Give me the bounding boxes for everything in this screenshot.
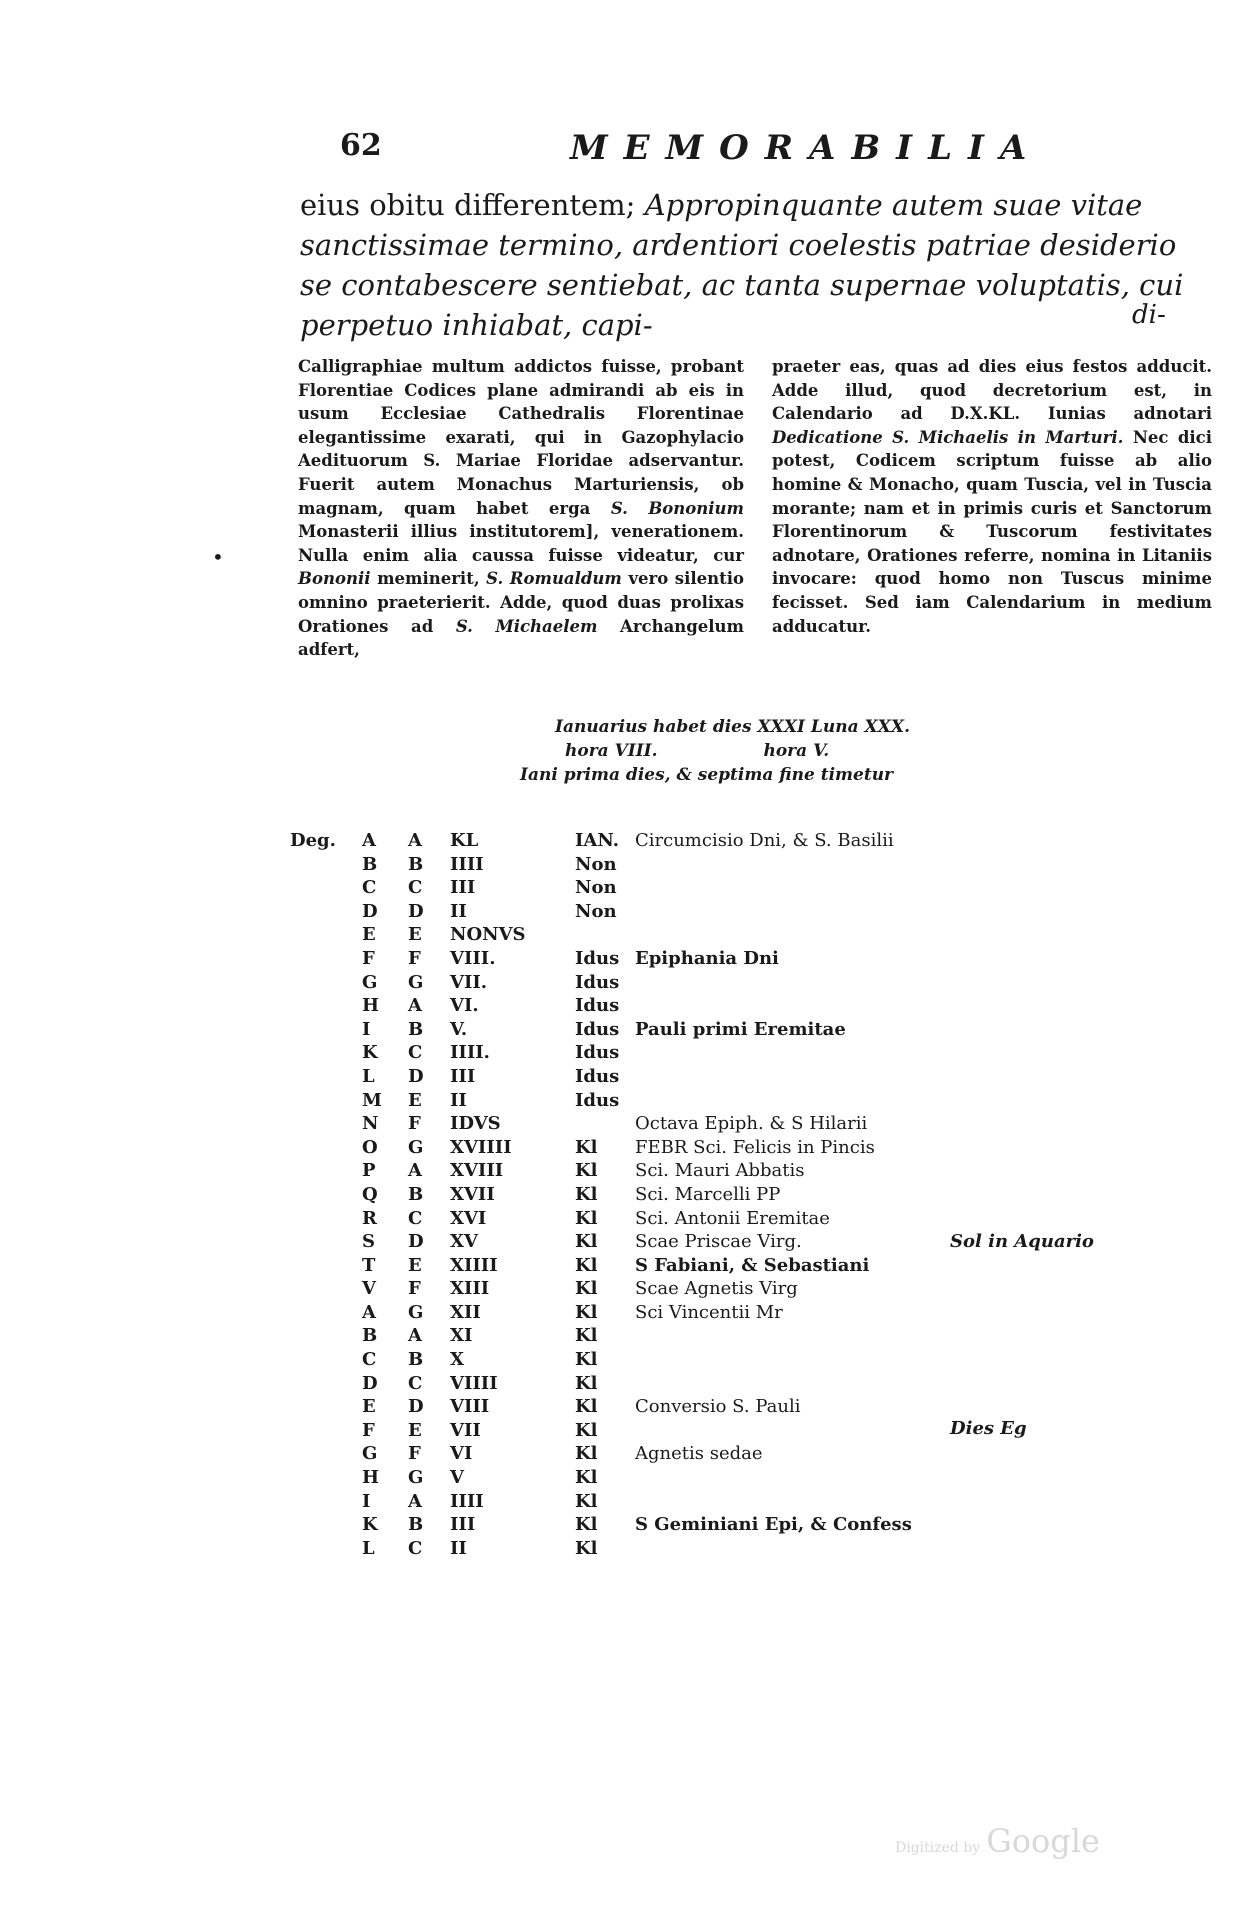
calendar-heading-line2 xyxy=(520,739,1000,763)
watermark-small: Digitized by xyxy=(895,1840,981,1856)
side-note: Dies Eg xyxy=(950,1418,1027,1439)
roman-numeral: X xyxy=(450,1349,464,1371)
footnote-right-column xyxy=(772,355,1212,638)
dominical-letter: I xyxy=(362,1490,371,1512)
date-abbr: Idus xyxy=(575,995,620,1017)
calendar-row xyxy=(290,1467,1190,1491)
dominical-letter: F xyxy=(362,1419,375,1441)
calendar-row xyxy=(290,1066,1190,1090)
calendar-heading xyxy=(520,715,1000,787)
date-abbr: Idus xyxy=(575,1018,620,1040)
note-italic: Dedicatione S. Michaelis in Marturi. xyxy=(772,427,1124,447)
date-abbr: Kl xyxy=(575,1537,598,1559)
roman-numeral: IIII. xyxy=(450,1042,490,1064)
calendar-heading-hora-b: hora V. xyxy=(763,741,830,761)
roman-numeral: III xyxy=(450,877,476,899)
date-abbr: Kl xyxy=(575,1490,598,1512)
roman-numeral: VI. xyxy=(450,995,479,1017)
watermark xyxy=(895,1822,1100,1860)
calendar-row xyxy=(290,995,1190,1019)
feast-name: Sci. Marcelli PP xyxy=(635,1183,781,1205)
date-abbr: Kl xyxy=(575,1443,598,1465)
golden-letter: D xyxy=(408,1065,424,1087)
dominical-letter: S xyxy=(362,1231,375,1253)
golden-letter: F xyxy=(408,1443,421,1465)
date-abbr: Kl xyxy=(575,1349,598,1371)
calendar-row xyxy=(290,1420,1190,1444)
calendar-row xyxy=(290,1255,1190,1279)
roman-numeral: VII xyxy=(450,1419,481,1441)
roman-numeral: NONVS xyxy=(450,924,526,946)
roman-numeral: IDVS xyxy=(450,1113,501,1135)
main-paragraph xyxy=(300,185,1200,345)
running-head: MEMORABILIA xyxy=(570,128,1043,168)
feast-name: Conversio S. Pauli xyxy=(635,1396,801,1418)
calendar-row xyxy=(290,1491,1190,1515)
date-abbr: Idus xyxy=(575,947,620,969)
calendar-row xyxy=(290,1208,1190,1232)
golden-letter: E xyxy=(408,924,422,946)
dominical-letter: G xyxy=(362,971,378,993)
date-abbr: Kl xyxy=(575,1278,598,1300)
roman-numeral: V. xyxy=(450,1018,468,1040)
date-abbr: Idus xyxy=(575,1089,620,1111)
calendar-row xyxy=(290,1137,1190,1161)
calendar-row xyxy=(290,877,1190,901)
golden-letter: A xyxy=(408,830,422,851)
note-text: Monasterii illius institutorem], venerationem. Nulla enim alia caussa fuisse videatur, cur xyxy=(298,522,744,565)
date-abbr: Kl xyxy=(575,1207,598,1229)
calendar-heading-line1: Ianuarius habet dies XXXI Luna XXX. xyxy=(555,717,910,737)
calendar-row xyxy=(290,1019,1190,1043)
date-abbr: Idus xyxy=(575,1042,620,1064)
dominical-letter: M xyxy=(362,1089,382,1111)
roman-numeral: II xyxy=(450,1537,467,1559)
feast-name: Sci. Mauri Abbatis xyxy=(635,1160,805,1182)
note-text: Archangelum adfert, xyxy=(298,616,745,660)
roman-numeral: IIII xyxy=(450,853,484,875)
golden-letter: G xyxy=(408,971,424,993)
roman-numeral: VIII. xyxy=(450,947,496,969)
golden-letter: B xyxy=(408,1018,424,1040)
roman-numeral: XI xyxy=(450,1325,473,1347)
dominical-letter: H xyxy=(362,995,380,1017)
dominical-letter: A xyxy=(362,830,376,851)
feast-name: Agnetis sedae xyxy=(635,1443,763,1465)
note-italic: S. Michaelem xyxy=(455,616,598,636)
note-italic: S. Romualdum xyxy=(486,569,622,589)
date-abbr: Kl xyxy=(575,1183,598,1205)
golden-letter: B xyxy=(408,1514,424,1536)
golden-letter: D xyxy=(408,900,424,922)
calendar-row xyxy=(290,1090,1190,1114)
deg-label: Deg. xyxy=(290,830,336,851)
dominical-letter: K xyxy=(362,1042,378,1064)
golden-letter: B xyxy=(408,1183,424,1205)
dominical-letter: D xyxy=(362,900,378,922)
calendar-row xyxy=(290,1396,1190,1420)
calendar-row xyxy=(290,948,1190,972)
golden-letter: F xyxy=(408,947,421,969)
golden-letter: F xyxy=(408,1113,421,1135)
feast-name: S Fabiani, & Sebastiani xyxy=(635,1254,870,1276)
calendar-row xyxy=(290,1042,1190,1066)
calendar-row xyxy=(290,901,1190,925)
calendar-row xyxy=(290,1231,1190,1255)
roman-numeral: II xyxy=(450,1089,467,1111)
feast-name: Circumcisio Dni, & S. Basilii xyxy=(635,830,894,851)
date-abbr: Kl xyxy=(575,1254,598,1276)
extra-note: Sol in Aquario xyxy=(950,1231,1094,1253)
date-abbr: Kl xyxy=(575,1396,598,1418)
golden-letter: E xyxy=(408,1254,422,1276)
date-abbr: Idus xyxy=(575,1065,620,1087)
dominical-letter: O xyxy=(362,1136,378,1158)
calendar-table xyxy=(290,830,1190,1561)
date-abbr: Kl xyxy=(575,1419,598,1441)
golden-letter: B xyxy=(408,1349,424,1371)
calendar-row xyxy=(290,1514,1190,1538)
calendar-row xyxy=(290,1184,1190,1208)
calendar-row xyxy=(290,1373,1190,1397)
dominical-letter: D xyxy=(362,1372,378,1394)
date-abbr: Kl xyxy=(575,1467,598,1489)
calendar-row xyxy=(290,972,1190,996)
dominical-letter: A xyxy=(362,1301,376,1323)
note-text: Calligraphiae multum addictos fuisse, probant Florentiae Codices plane admirandi ab eis in usum Ecclesiae Cathedralis Florentinae elegantissime exarati, qui in Gazophylacio Aedituorum S. Mariae Floridae adservantur. Fuerit autem Monachus Marturiensis, ob magnam, quam habet erga xyxy=(298,357,744,518)
calendar-row xyxy=(290,1349,1190,1373)
date-abbr: Kl xyxy=(575,1301,598,1323)
dominical-letter: L xyxy=(362,1537,375,1559)
dominical-letter: P xyxy=(362,1160,376,1182)
date-abbr: Non xyxy=(575,877,617,899)
golden-letter: B xyxy=(408,853,424,875)
golden-letter: A xyxy=(408,1325,422,1347)
roman-numeral: XV xyxy=(450,1231,478,1253)
date-abbr: Kl xyxy=(575,1514,598,1536)
golden-letter: E xyxy=(408,1089,422,1111)
dominical-letter: K xyxy=(362,1514,378,1536)
golden-letter: D xyxy=(408,1396,424,1418)
roman-numeral: XIIII xyxy=(450,1254,498,1276)
dominical-letter: E xyxy=(362,924,376,946)
golden-letter: C xyxy=(408,1207,423,1229)
roman-numeral: XVII xyxy=(450,1183,495,1205)
dominical-letter: C xyxy=(362,1349,377,1371)
catchword: di- xyxy=(1132,300,1166,330)
dominical-letter: H xyxy=(362,1467,380,1489)
roman-numeral: XVIII xyxy=(450,1160,504,1182)
date-abbr: Kl xyxy=(575,1160,598,1182)
calendar-row xyxy=(290,1302,1190,1326)
dominical-letter: N xyxy=(362,1113,379,1135)
date-abbr: Non xyxy=(575,900,617,922)
dominical-letter: Q xyxy=(362,1183,378,1205)
roman-numeral: V xyxy=(450,1467,464,1489)
date-abbr: Non xyxy=(575,853,617,875)
calendar-row xyxy=(290,1325,1190,1349)
note-text: meminerit, xyxy=(377,569,480,589)
note-text: vero silentio omnino praeterierit. Adde, quod duas prolixas Orationes ad xyxy=(298,569,745,636)
note-italic: Bononii xyxy=(298,569,371,589)
golden-letter: G xyxy=(408,1301,424,1323)
feast-name: Sci. Antonii Eremitae xyxy=(635,1207,830,1229)
golden-letter: F xyxy=(408,1278,421,1300)
date-abbr: Idus xyxy=(575,971,620,993)
calendar-row xyxy=(290,830,1190,854)
roman-numeral: KL xyxy=(450,830,479,851)
calendar-heading-hora-a: hora VIII. xyxy=(565,741,658,761)
golden-letter: G xyxy=(408,1467,424,1489)
dominical-letter: T xyxy=(362,1254,376,1276)
dominical-letter: C xyxy=(362,877,377,899)
feast-name: Scae Priscae Virg. xyxy=(635,1231,802,1253)
roman-numeral: XII xyxy=(450,1301,481,1323)
dominical-letter: R xyxy=(362,1207,377,1229)
roman-numeral: IIII xyxy=(450,1490,484,1512)
golden-letter: A xyxy=(408,1160,422,1182)
page-number: 62 xyxy=(340,128,382,163)
roman-numeral: VIIII xyxy=(450,1372,498,1394)
feast-name: Pauli primi Eremitae xyxy=(635,1018,846,1040)
calendar-heading-line3: Iani prima dies, & septima fine timetur xyxy=(520,765,894,785)
date-abbr: Kl xyxy=(575,1231,598,1253)
roman-numeral: XVIIII xyxy=(450,1136,512,1158)
roman-numeral: VII. xyxy=(450,971,488,993)
golden-letter: C xyxy=(408,877,423,899)
golden-letter: C xyxy=(408,1042,423,1064)
roman-numeral: XVI xyxy=(450,1207,487,1229)
feast-name: Epiphania Dni xyxy=(635,947,779,969)
calendar-row xyxy=(290,1113,1190,1137)
roman-numeral: VI xyxy=(450,1443,473,1465)
note-text: praeter eas, quas ad dies eius festos adducit. Adde illud, quod decretorium est, in Calendario ad D.X.KL. Iunias adnotari xyxy=(772,357,1212,424)
roman-numeral: II xyxy=(450,900,467,922)
calendar-row xyxy=(290,1538,1190,1562)
feast-name: Sci Vincentii Mr xyxy=(635,1301,783,1323)
calendar-row xyxy=(290,1278,1190,1302)
watermark-brand: Google xyxy=(986,1822,1100,1860)
golden-letter: D xyxy=(408,1231,424,1253)
golden-letter: G xyxy=(408,1136,424,1158)
margin-mark: • xyxy=(212,545,224,569)
dominical-letter: V xyxy=(362,1278,376,1300)
calendar-row xyxy=(290,1443,1190,1467)
dominical-letter: L xyxy=(362,1065,375,1087)
calendar-row xyxy=(290,854,1190,878)
page-header xyxy=(340,128,1043,172)
golden-letter: E xyxy=(408,1419,422,1441)
roman-numeral: VIII xyxy=(450,1396,490,1418)
date-abbr: Kl xyxy=(575,1136,598,1158)
note-italic: S. Bononium xyxy=(610,498,744,518)
golden-letter: A xyxy=(408,995,422,1017)
date-abbr: Kl xyxy=(575,1372,598,1394)
calendar-row xyxy=(290,924,1190,948)
roman-numeral: XIII xyxy=(450,1278,490,1300)
dominical-letter: I xyxy=(362,1018,371,1040)
paragraph-lead: eius obitu differentem; xyxy=(300,188,636,222)
feast-name: Octava Epiph. & S Hilarii xyxy=(635,1113,868,1135)
calendar-row xyxy=(290,1160,1190,1184)
golden-letter: C xyxy=(408,1372,423,1394)
roman-numeral: III xyxy=(450,1514,476,1536)
date-abbr: IAN. xyxy=(575,830,619,851)
dominical-letter: G xyxy=(362,1443,378,1465)
dominical-letter: E xyxy=(362,1396,376,1418)
dominical-letter: B xyxy=(362,1325,378,1347)
date-abbr: Kl xyxy=(575,1325,598,1347)
feast-name: FEBR Sci. Felicis in Pincis xyxy=(635,1136,875,1158)
feast-name: Scae Agnetis Virg xyxy=(635,1278,798,1300)
note-text: Nec dici potest, Codicem scriptum fuisse ab alio homine & Monacho, quam Tuscia, vel in Tuscia morante; nam et in primis curis et Sanctorum Florentinorum & Tuscorum festivitates adnotare, Orationes referre, nomina in Litaniis invocare: quod homo non Tuscus minime fecisset. Sed iam Calendarium in medium adducatur. xyxy=(772,427,1212,636)
feast-name: S Geminiani Epi, & Confess xyxy=(635,1514,912,1536)
dominical-letter: B xyxy=(362,853,378,875)
paragraph-italic: Appropinquante autem suae vitae sanctissimae termino, ardentiori coelestis patriae desiderio se contabescere sentiebat, ac tanta supernae voluptatis, cui perpetuo inhiabat, capi- xyxy=(300,188,1184,342)
roman-numeral: III xyxy=(450,1065,476,1087)
golden-letter: A xyxy=(408,1490,422,1512)
dominical-letter: F xyxy=(362,947,375,969)
golden-letter: C xyxy=(408,1537,423,1559)
footnote-left-column xyxy=(298,355,744,662)
